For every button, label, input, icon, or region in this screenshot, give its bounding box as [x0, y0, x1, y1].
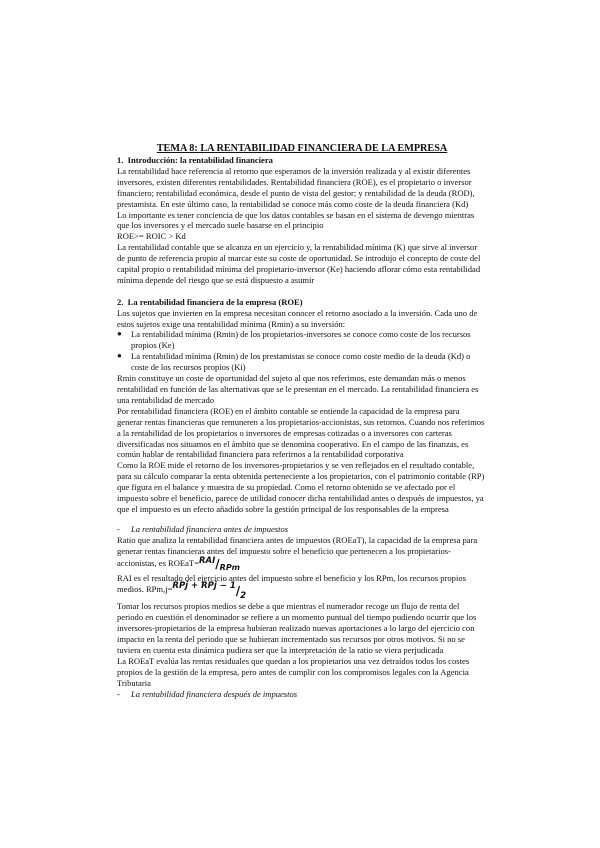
section-2-paragraph-2: Rmin constituye un coste de oportunidad del sujeto al que nos referimos, este demandan más o menos rentabilidad en función de las alternativas que se le presentan en el mercado. La rentabilidad financiera es una rentabilidad de mercado: [117, 373, 479, 405]
formula-slash: /: [215, 556, 220, 571]
section-2-heading: 2. La rentabilidad financiera de la empresa (ROE): [117, 296, 303, 307]
subsection-2-heading-text: La rentabilidad financiera después de impuestos: [131, 688, 298, 699]
subsection-1-paragraph-2: [117, 572, 487, 602]
formula-numerator: RAI: [198, 555, 216, 566]
section-1-heading: 1. Introducción: la rentabilidad financiera: [117, 155, 273, 165]
bullet-icon: ●: [117, 351, 122, 361]
bullet-icon: ●: [117, 329, 122, 339]
formula-numerator: RPj + RPj − 1: [172, 581, 236, 592]
subsection-1-heading: [117, 524, 487, 535]
bullet-text: La rentabilidad mínima (Rmin) de los prestamistas se conoce como coste medio de la deuda (Kd) o coste de los recursos propios (Ki): [131, 351, 471, 373]
subsection-1-paragraph-2-text: RAI es el resultado del ejercicio antes del impuesto sobre el beneficio y los RPm, los recursos propios medios. RPm,j=: [117, 572, 466, 595]
dash-marker: -: [117, 688, 120, 699]
subsection-1-paragraph-4: La ROEaT evalúa las rentas residuales que quedan a los propietarios una vez detraídos todos los costes propios de la gestión de la empresa, pero antes de cumplir con los compromisos legales con la Agencia Tributaria: [117, 655, 470, 688]
spacer: [117, 286, 487, 297]
bullet-text: La rentabilidad mínima (Rmin) de los propietarios-inversores se conoce como coste de los recursos propios (Ke): [131, 329, 471, 351]
section-1-paragraph-2: Lo importante es tener conciencia de que los datos contables se basan en el sistema de devengo mientras que los inversores y el mercado suele basarse en el principio: [117, 209, 475, 231]
subsection-1-paragraph-3: Tomar los recursos propios medios se debe a que mientras el numerador recoge un flujo de renta del periodo en cuestión el denominador se refiere a un momento puntual del tiempo pudiendo ocurrir que los inversores-propietarios de la empresa hubieran realizado nuevas aportaciones a lo largo del ejercicio con impacto en la renta del periodo que se hubieran incrementado sus recursos por otros motivos. Si no se tuviera en cuenta esta dinámica pudiera ser que la interpretación de la ratio se viera perjudicada: [117, 601, 477, 655]
rpm-formula: [172, 581, 247, 602]
section-1-formula: ROE>= ROIC > Kd: [117, 231, 186, 242]
document-title: TEMA 8: LA RENTABILIDAD FINANCIERA DE LA EMPRESA: [156, 143, 448, 154]
bullet-item: [117, 329, 487, 351]
subsection-2-heading: [117, 689, 487, 700]
formula-denominator: RPm: [219, 562, 241, 572]
subsection-1-heading-text: La rentabilidad financiera antes de impuestos: [131, 523, 289, 534]
roeat-formula: [199, 557, 240, 570]
dash-marker: -: [117, 523, 120, 534]
formula-slash: /: [235, 584, 241, 599]
section-2-bullet-list: [117, 329, 487, 373]
section-1-paragraph-1: La rentabilidad hace referencia al retorno que esperamos de la inversión realizada y al existir diferentes inversores, existen diferentes rentabilidades. Rentabilidad financiera (ROE), es el propietario o inversor financiero; rentabilidad económica, desde el punto de vista del gestor; y rentabilidad de la deuda (ROD), prestamista. En este último caso, la rentabilidad se conoce más como coste de la deuda financiera (Kd): [117, 165, 475, 209]
formula-denominator: 2: [240, 591, 247, 602]
bullet-item: [117, 351, 487, 373]
document-content: [117, 143, 487, 699]
subsection-1-paragraph-1-text: Ratio que analiza la rentabilidad financiera antes de impuestos (ROEaT), la capacidad de la empresa para generar rentas financieras antes del impuesto sobre el beneficio que pertenecen a los propietarios-accionistas, es ROEaT=: [117, 534, 478, 568]
section-1-paragraph-4: La rentabilidad contable que se alcanza en un ejercicio y, la rentabilidad mínima (K) que sirve al inversor de punto de referencia propio al marcar este su coste de oportunidad. Se introdujo el concepto de coste del capital propio o rentabilidad mínima del propietario-inversor (Ke) haciendo aflorar cómo esta rentabilidad mínima depende del riesgo que se está dispuesto a asumir: [117, 242, 481, 285]
subsection-1-paragraph-1: [117, 535, 487, 570]
section-2-paragraph-4: Como la ROE mide el retorno de los inversores-propietarios y se ven reflejados en el resultado contable, para su cálculo comparar la renta obtenida perteneciente a los propietarios, con el patrimonio contable (RP) que figura en el balance y muestra de su propiedad. Como el retorno obtenido se ve afectado por el impuesto sobre el beneficio, parece de utilidad conocer dicha rentabilidad antes o después de impuestos, ya que el impuesto es un efecto añadido sobre la gestión principal de los responsables de la empresa: [117, 460, 485, 514]
section-2-paragraph-3: Por rentabilidad financiera (ROE) en el ámbito contable se entiende la capacidad de la empresa para generar rentas financieras que remuneren a los propietarios-accionistas, sus retornos. Cuando nos referimos a la rentabilidad de los propietarios o inversores de empresas cotizadas o a inversores con carteras diversificadas nos situamos en el ámbito que se denomina cooperativo. En el campo de las finanzas, es común hablar de rentabilidad financiera para referirnos a la rentabilidad corporativa: [117, 405, 485, 460]
section-2-paragraph-1: Los sujetos que invierten en la empresa necesitan conocer el retorno asociado a la inversión. Cada uno de estos sujetos exige una rentabilidad mínima (Rmin) a su inversión:: [117, 307, 478, 329]
